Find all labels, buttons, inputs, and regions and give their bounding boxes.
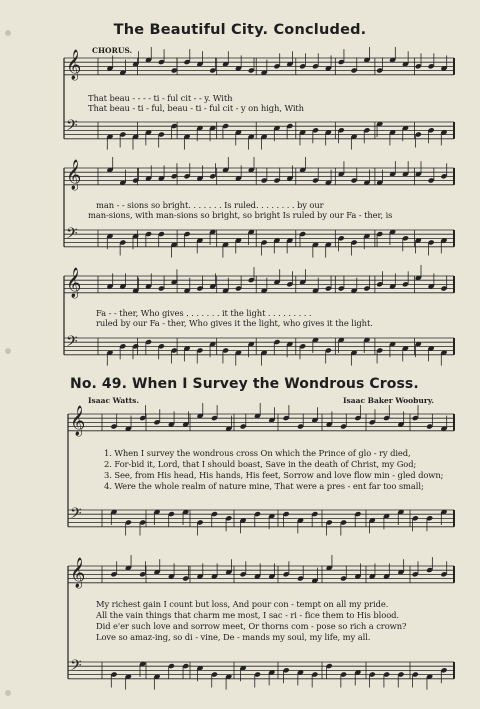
verse-line: 2. For-bid it, Lord, that I should boast, Save in the death of Christ, my God; xyxy=(104,459,417,469)
verse-line: 3. See, from His head, His hands, His feet, Sorrow and love flow min - gled down; xyxy=(104,470,444,480)
treble-clef-icon: 𝄞 xyxy=(70,558,86,588)
hymn-number: No. 49. xyxy=(70,376,128,392)
bass-clef-icon: 𝄢 xyxy=(70,657,82,678)
chorus-label: CHORUS. xyxy=(92,46,133,55)
section1-title: The Beautiful City. Concluded. xyxy=(113,22,367,38)
lyric-line: That beau - ti - ful, beau - ti - ful cit - y on high, With xyxy=(88,103,304,113)
verse-line: All the vain things that charm me most, I sac - ri - fice them to His blood. xyxy=(96,610,399,620)
treble-clef-icon: 𝄞 xyxy=(70,406,86,436)
treble-clef-icon: 𝄞 xyxy=(66,268,82,298)
lyric-line: man - - sions so bright. . . . . . . Is ruled. . . . . . . . by our xyxy=(96,200,324,210)
verse-line: 4. Were the whole realm of nature mine, That were a pres - ent far too small; xyxy=(104,481,424,491)
verse-line: Love so amaz-ing, so di - vine, De - mands my soul, my life, my all. xyxy=(96,632,371,642)
lyric-line: man-sions, with man-sions so bright, so bright Is ruled by our Fa - ther, is xyxy=(88,210,393,220)
bass-clef-icon: 𝄢 xyxy=(66,225,78,246)
lyric-line: ruled by our Fa - ther, Who gives it the light, who gives it the light. xyxy=(96,318,373,328)
verse-line: Did e'er such love and sorrow meet, Or thorns com - pose so rich a crown? xyxy=(96,621,407,631)
bass-clef-icon: 𝄢 xyxy=(66,117,78,138)
treble-clef-icon: 𝄞 xyxy=(66,160,82,190)
author-words: Isaac Watts. xyxy=(88,396,140,405)
lyric-line: That beau - - - - ti - ful cit - - y. With xyxy=(88,93,233,103)
author-music: Isaac Baker Woobury. xyxy=(343,396,434,405)
hymn-title: When I Survey the Wondrous Cross. xyxy=(132,376,419,392)
bass-clef-icon: 𝄢 xyxy=(70,505,82,526)
verse-line: My richest gain I count but loss, And pour con - tempt on all my pride. xyxy=(96,599,389,609)
lyric-line: Fa - - ther, Who gives . . . . . . . it the light . . . . . . . . . xyxy=(96,308,312,318)
verse-line: 1. When I survey the wondrous cross On which the Prince of glo - ry died, xyxy=(104,448,411,458)
treble-clef-icon: 𝄞 xyxy=(66,50,82,80)
bass-clef-icon: 𝄢 xyxy=(66,333,78,354)
